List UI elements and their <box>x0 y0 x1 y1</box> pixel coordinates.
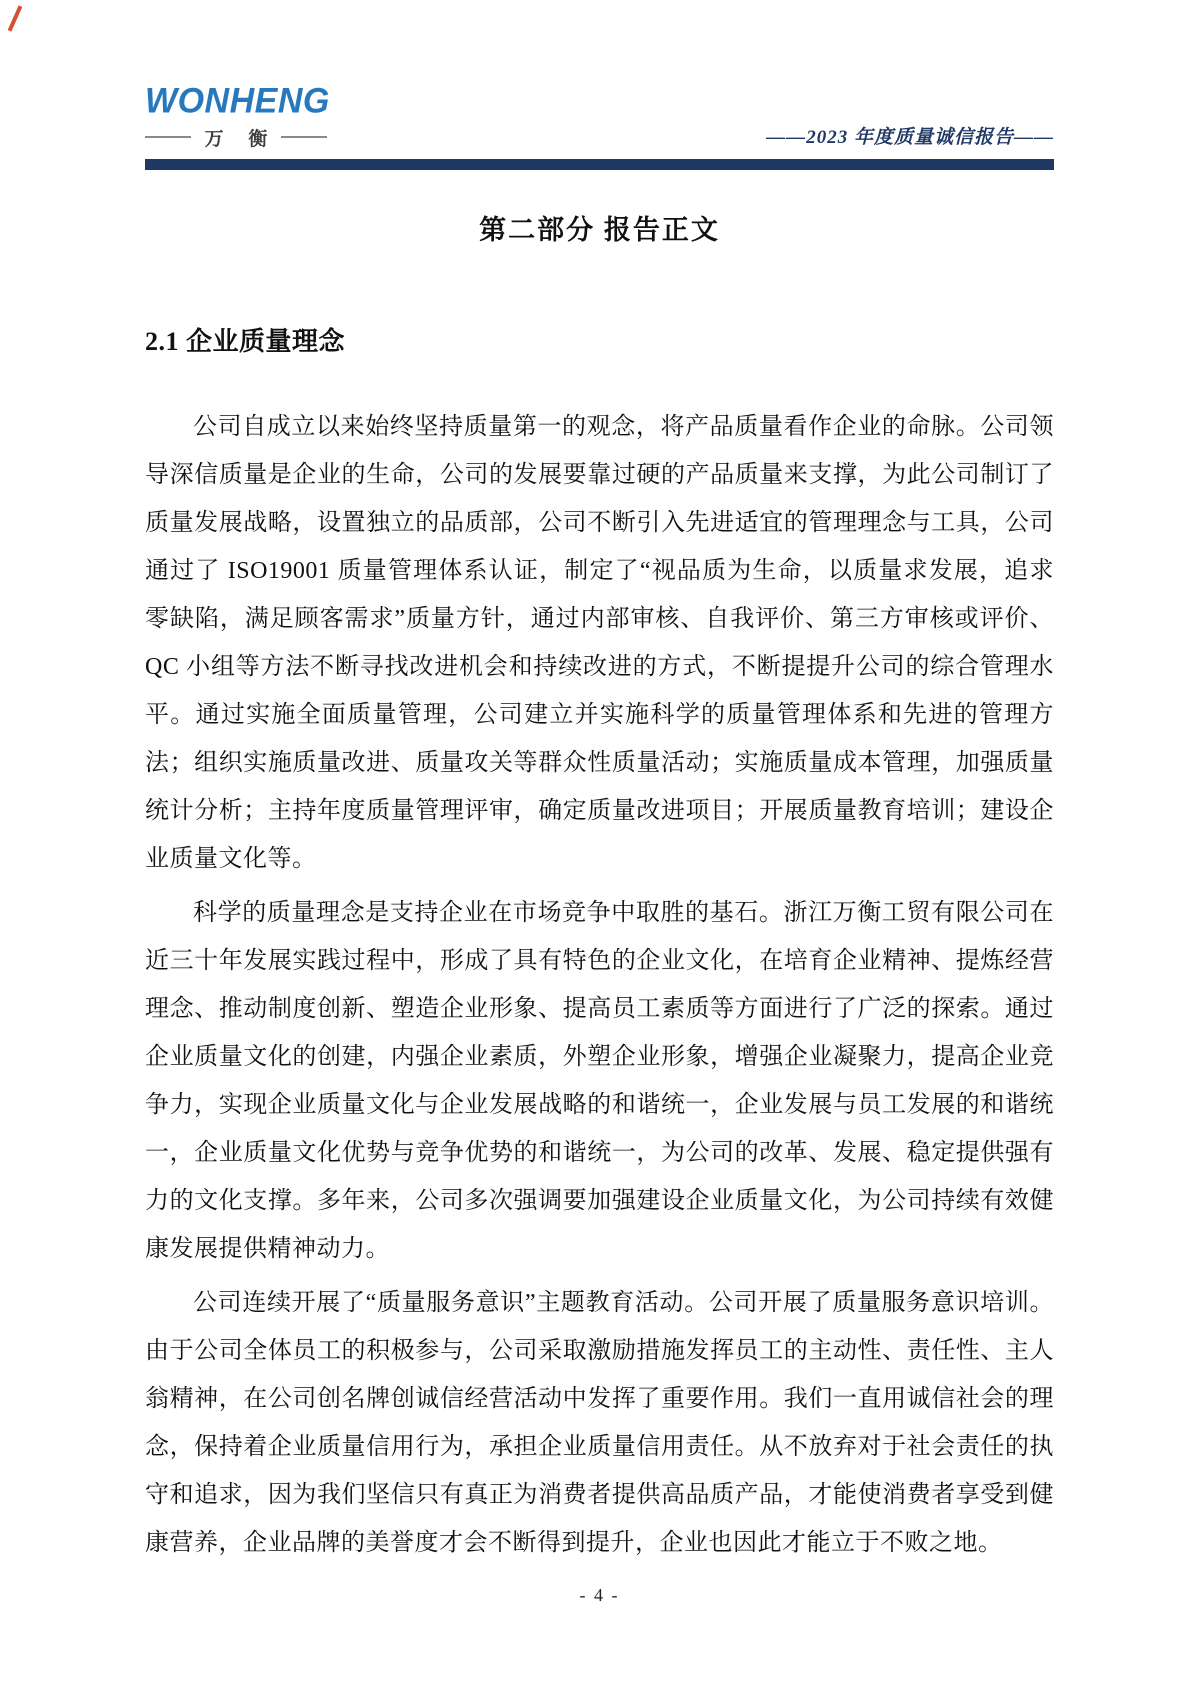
logo-subtitle-row <box>145 124 327 151</box>
logo-wordmark: WONHENG <box>145 81 330 121</box>
logo-w-accent-icon <box>8 5 23 31</box>
page-number: - 4 - <box>579 1585 620 1605</box>
logo-rule-right <box>281 136 327 138</box>
report-header-label: ——2023 年度质量诚信报告—— <box>766 126 1054 148</box>
header-divider-bar <box>145 159 1054 170</box>
paragraph-quality-concept: 公司自成立以来始终坚持质量第一的观念，将产品质量看作企业的命脉。公司领导深信质量是企业的生命，公司的发展要靠过硬的产品质量来支撑，为此公司制订了质量发展战略，设置独立的品质部，公司不断引入先进适宜的管理理念与工具，公司通过了 ISO19001 质量管理体系认证，制定了“视品质为生命，以质量求发展，追求零缺陷，满足顾客需求”质量方针，通过内部审核、自我评价、第三方审核或评价、QC 小组等方法不断寻找改进机会和持续改进的方式，不断提提升公司的综合管理水平。通过实施全面质量管理，公司建立并实施科学的质量管理体系和先进的管理方法；组织实施质量改进、质量攻关等群众性质量活动；实施质量成本管理，加强质量统计分析；主持年度质量管理评审，确定质量改进项目；开展质量教育培训；建设企业质量文化等。 <box>145 413 1054 872</box>
logo-chinese-name: 万 衡 <box>204 128 278 150</box>
page-header <box>145 0 1054 151</box>
body-text <box>145 403 1054 1567</box>
paragraph-quality-culture: 科学的质量理念是支持企业在市场竞争中取胜的基石。浙江万衡工贸有限公司在近三十年发展实践过程中，形成了具有特色的企业文化，在培育企业精神、提炼经营理念、推动制度创新、塑造企业形象、提高员工素质等方面进行了广泛的探索。通过企业质量文化的创建，内强企业素质，外塑企业形象，增强企业凝聚力，提高企业竞争力，实现企业质量文化与企业发展战略的和谐统一，企业发展与员工发展的和谐统一，企业质量文化优势与竞争优势的和谐统一，为公司的改革、发展、稳定提供强有力的文化支撑。多年来，公司多次强调要加强建设企业质量文化，为公司持续有效健康发展提供精神动力。 <box>145 899 1054 1262</box>
logo-rule-left <box>145 136 191 138</box>
section-heading: 2.1 企业质量理念 <box>145 326 346 356</box>
document-title: 第二部分 报告正文 <box>479 214 720 245</box>
company-logo <box>145 81 330 151</box>
paragraph-service-awareness: 公司连续开展了“质量服务意识”主题教育活动。公司开展了质量服务意识培训。由于公司全体员工的积极参与，公司采取激励措施发挥员工的主动性、责任性、主人翁精神，在公司创名牌创诚信经营活动中发挥了重要作用。我们一直用诚信社会的理念，保持着企业质量信用行为，承担企业质量信用责任。从不放弃对于社会责任的执守和追求，因为我们坚信只有真正为消费者提供高品质产品，才能使消费者享受到健康营养，企业品牌的美誉度才会不断得到提升，企业也因此才能立于不败之地。 <box>145 1289 1054 1556</box>
